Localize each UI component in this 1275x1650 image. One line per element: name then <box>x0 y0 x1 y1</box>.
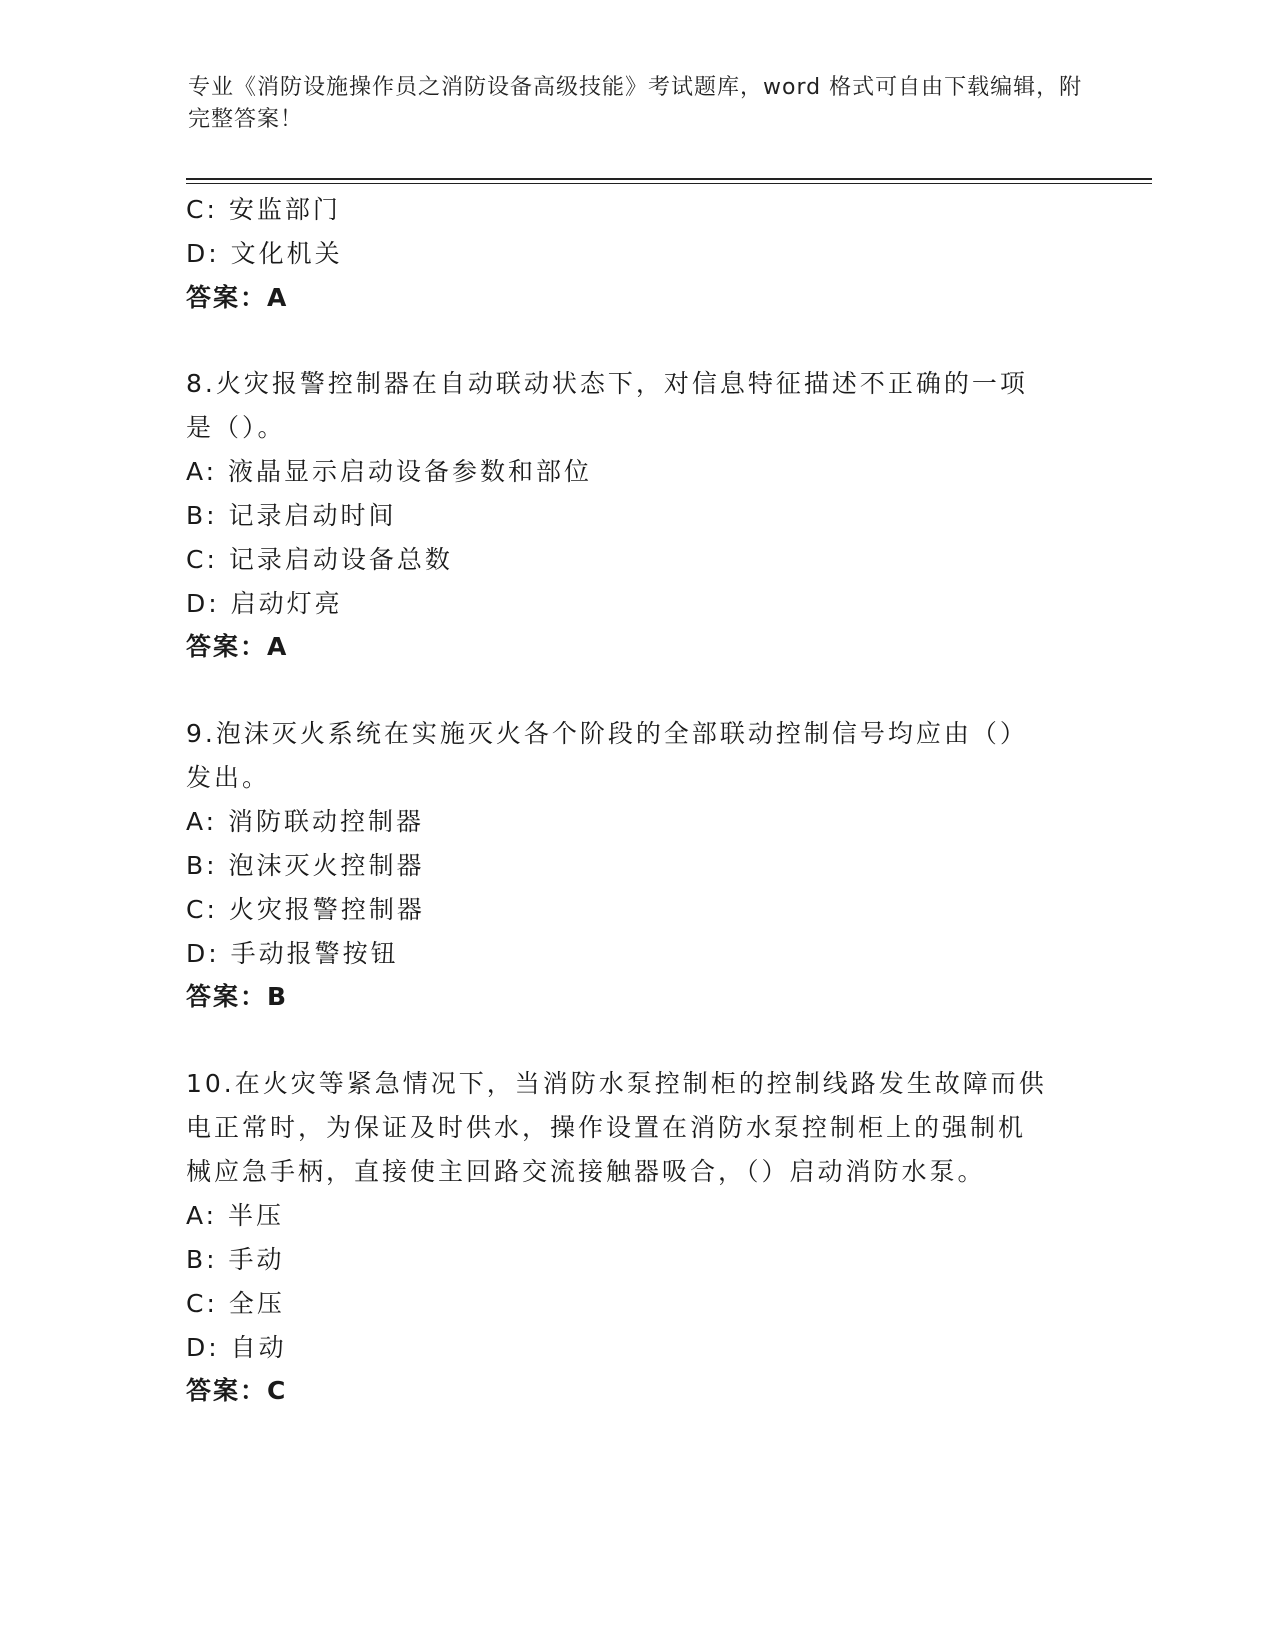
q10-option-d: D: 自动 <box>186 1333 287 1362</box>
q8-answer: 答案：A <box>186 632 289 661</box>
q10-text-line2: 电正常时，为保证及时供水，操作设置在消防水泵控制柜上的强制机 <box>186 1113 1027 1142</box>
q10-answer: 答案：C <box>186 1376 288 1405</box>
header-divider-thin <box>186 183 1152 184</box>
prev-answer: 答案：A <box>186 283 289 312</box>
q8-option-b: B: 记录启动时间 <box>186 501 397 530</box>
q9-option-c: C: 火灾报警控制器 <box>186 895 425 924</box>
q8-option-a: A: 液晶显示启动设备参数和部位 <box>186 457 593 486</box>
q10-option-c: C: 全压 <box>186 1289 285 1318</box>
q8-option-d: D: 启动灯亮 <box>186 589 343 618</box>
q10-text-line1: 10.在火灾等紧急情况下，当消防水泵控制柜的控制线路发生故障而供 <box>186 1069 1047 1098</box>
header-divider-thick <box>186 178 1152 180</box>
q10-option-b: B: 手动 <box>186 1245 285 1274</box>
q10-option-a: A: 半压 <box>186 1201 285 1230</box>
page-header-title: 专业《消防设施操作员之消防设备高级技能》考试题库，word 格式可自由下载编辑，附完整答案！ <box>188 75 1083 132</box>
prev-option-d: D: 文化机关 <box>186 239 343 268</box>
q9-option-d: D: 手动报警按钮 <box>186 939 399 968</box>
q8-text-line1: 8.火灾报警控制器在自动联动状态下，对信息特征描述不正确的一项 <box>186 369 1028 398</box>
q9-option-b: B: 泡沫灭火控制器 <box>186 851 425 880</box>
q9-text-line1: 9.泡沫灭火系统在实施灭火各个阶段的全部联动控制信号均应由（） <box>186 719 1028 748</box>
q9-answer: 答案：B <box>186 982 289 1011</box>
q9-text-line2: 发出。 <box>186 763 271 792</box>
q8-text-line2: 是（）。 <box>186 413 286 442</box>
q10-text-line3: 械应急手柄，直接使主回路交流接触器吸合，（）启动消防水泵。 <box>186 1157 986 1186</box>
q8-option-c: C: 记录启动设备总数 <box>186 545 453 574</box>
q9-option-a: A: 消防联动控制器 <box>186 807 425 836</box>
prev-option-c: C: 安监部门 <box>186 195 341 224</box>
